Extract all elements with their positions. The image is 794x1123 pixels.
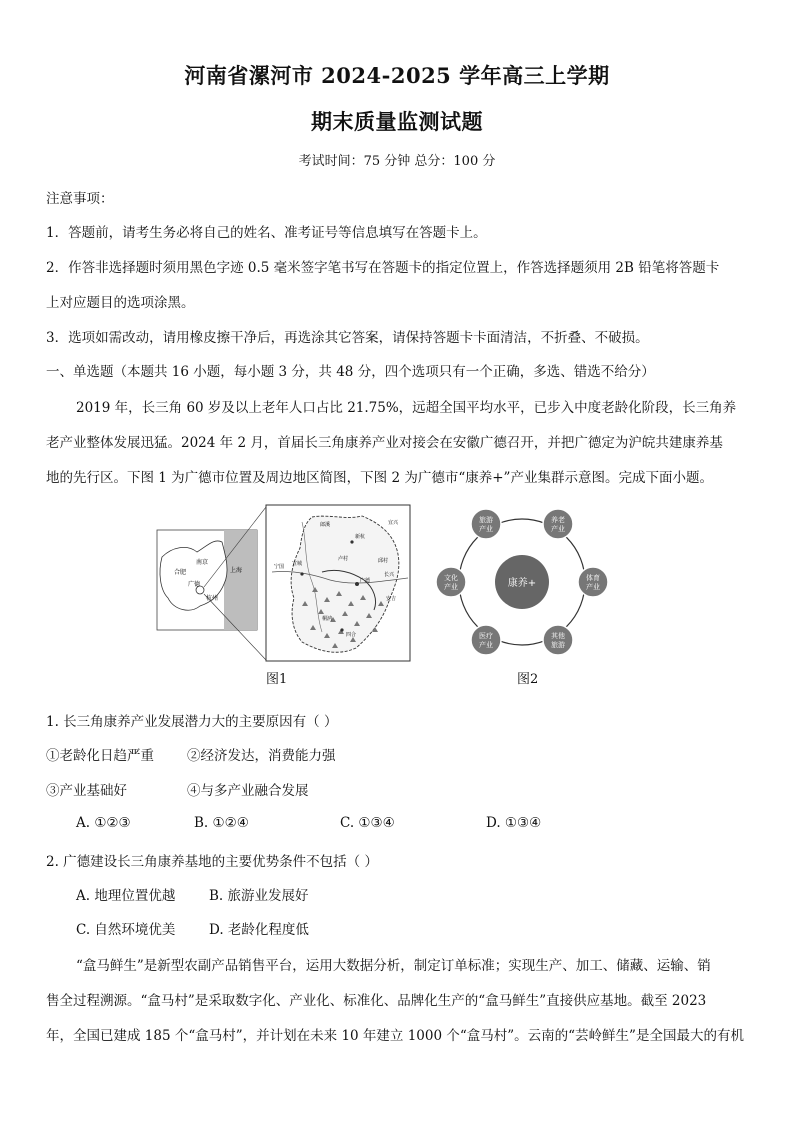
figure1-map — [152, 502, 412, 664]
svg-text:旅游: 旅游 — [551, 641, 565, 649]
note-line: 上对应题目的选项涂黑。 — [46, 295, 195, 311]
cluster-node-tourism — [471, 509, 501, 539]
map-label: 宜兴 — [388, 520, 399, 526]
svg-text:文化: 文化 — [444, 574, 458, 582]
inset-label: 广德 — [188, 581, 201, 588]
svg-text:产业: 产业 — [586, 583, 600, 591]
exam-subtitle: 期末质量监测试题 — [311, 109, 483, 134]
map-label: 新杭 — [355, 534, 366, 540]
cluster-node-medical — [471, 625, 501, 655]
option-c[interactable]: C. ①③④ — [340, 815, 395, 831]
note-line: 2．作答非选择题时须用黑色字迹 0.5 毫米签字笔书写在答题卡的指定位置上，作答选择题须用 2B 铅笔将答题卡 — [46, 260, 720, 276]
passage-line: 2019 年，长三角 60 岁及以上老年人口占比 21.75%，远超全国平均水平，已步入中度老龄化阶段，长三角养 — [76, 400, 737, 416]
map-label: 长兴 — [384, 572, 395, 578]
statement: ②经济发达，消费能力强 — [187, 748, 336, 764]
option-d[interactable]: D. ①③④ — [486, 815, 542, 831]
map-label: 广德 — [360, 578, 371, 584]
question-2-stem: 2. 广德建设长三角康养基地的主要优势条件不包括（ ） — [46, 854, 378, 870]
passage-line: 地的先行区。下图 1 为广德市位置及周边地区简图，下图 2 为广德市“康养+”产业集群示意图。完成下面小题。 — [46, 470, 713, 486]
question-1-stem: 1. 长三角康养产业发展潜力大的主要原因有（ ） — [46, 714, 338, 730]
statement: ①老龄化日趋严重 — [46, 748, 154, 764]
figure2-diagram — [430, 502, 630, 664]
map-label: 宣城 — [292, 561, 303, 567]
inset-map — [157, 507, 266, 660]
map-label: 四合 — [346, 632, 357, 638]
center-label: 康养+ — [507, 578, 537, 589]
section-heading: 一、单选题（本题共 16 小题，每小题 3 分，共 48 分，四个选项只有一个正确，多选、错选不给分） — [46, 364, 655, 380]
inset-label: 杭州 — [206, 595, 219, 602]
svg-text:体育: 体育 — [586, 574, 600, 582]
svg-text:产业: 产业 — [479, 641, 493, 649]
figure2-caption: 图2 — [517, 672, 539, 687]
cluster-node-other-tourism — [543, 625, 573, 655]
option-a[interactable]: A. ①②③ — [76, 815, 131, 831]
svg-text:产业: 产业 — [444, 583, 458, 591]
statement: ③产业基础好 — [46, 783, 127, 799]
map-label: 宁国 — [274, 564, 285, 570]
exam-info: 考试时间：75 分钟 总分：100 分 — [298, 154, 496, 169]
detail-map — [266, 505, 410, 661]
option-d[interactable]: D. 老龄化程度低 — [209, 922, 309, 938]
svg-text:旅游: 旅游 — [479, 516, 493, 524]
cluster-node-culture — [436, 567, 466, 597]
svg-text:产业: 产业 — [479, 525, 493, 533]
passage-line: 年，全国已建成 185 个“盒马村”，并计划在未来 10 年建立 1000 个“盒马村”。云南的“芸岭鲜生”是全国最大的有机 — [46, 1028, 744, 1044]
center-node — [495, 555, 549, 609]
option-b[interactable]: B. ①②④ — [194, 815, 249, 831]
passage-line: 售全过程溯源。“盒马村”是采取数字化、产业化、标准化、品牌化生产的“盒马鲜生”直接供应基地。截至 2023 — [46, 993, 707, 1009]
passage-line: “盒马鲜生”是新型农副产品销售平台，运用大数据分析，制定订单标准；实现生产、加工、储藏、运输、销 — [76, 958, 711, 974]
map-label: 邱村 — [378, 558, 389, 564]
svg-text:养老: 养老 — [551, 516, 565, 524]
svg-text:其他: 其他 — [551, 632, 565, 640]
option-c[interactable]: C. 自然环境优美 — [76, 922, 176, 938]
map-label: 卢村 — [338, 556, 349, 562]
svg-text:医疗: 医疗 — [479, 632, 493, 640]
inset-label: 南京 — [196, 559, 209, 566]
passage-line: 老产业整体发展迅猛。2024 年 2 月，首届长三角康养产业对接会在安徽广德召开，并把广德定为沪皖共建康养基 — [46, 435, 723, 451]
map-label: 桐汭 — [322, 616, 333, 622]
figure1-caption: 图1 — [266, 672, 288, 687]
map-label: 安吉 — [386, 596, 397, 602]
inset-label: 合肥 — [174, 569, 187, 576]
notes-heading: 注意事项： — [46, 191, 114, 207]
exam-title: 河南省漯河市 2024-2025 学年高三上学期 — [184, 63, 610, 88]
svg-text:产业: 产业 — [551, 525, 565, 533]
note-line: 3．选项如需改动，请用橡皮擦干净后，再选涂其它答案，请保持答题卡卡面清洁，不折叠、不破损。 — [46, 330, 649, 346]
cluster-node-sports — [578, 567, 608, 597]
option-b[interactable]: B. 旅游业发展好 — [209, 888, 309, 904]
inset-label: 上海 — [230, 567, 243, 574]
note-line: 1．答题前，请考生务必将自己的姓名、准考证号等信息填写在答题卡上。 — [46, 225, 487, 241]
statement: ④与多产业融合发展 — [187, 783, 309, 799]
cluster-node-elderly-care — [543, 509, 573, 539]
option-a[interactable]: A. 地理位置优越 — [76, 888, 176, 904]
map-label: 郎溪 — [320, 522, 331, 528]
